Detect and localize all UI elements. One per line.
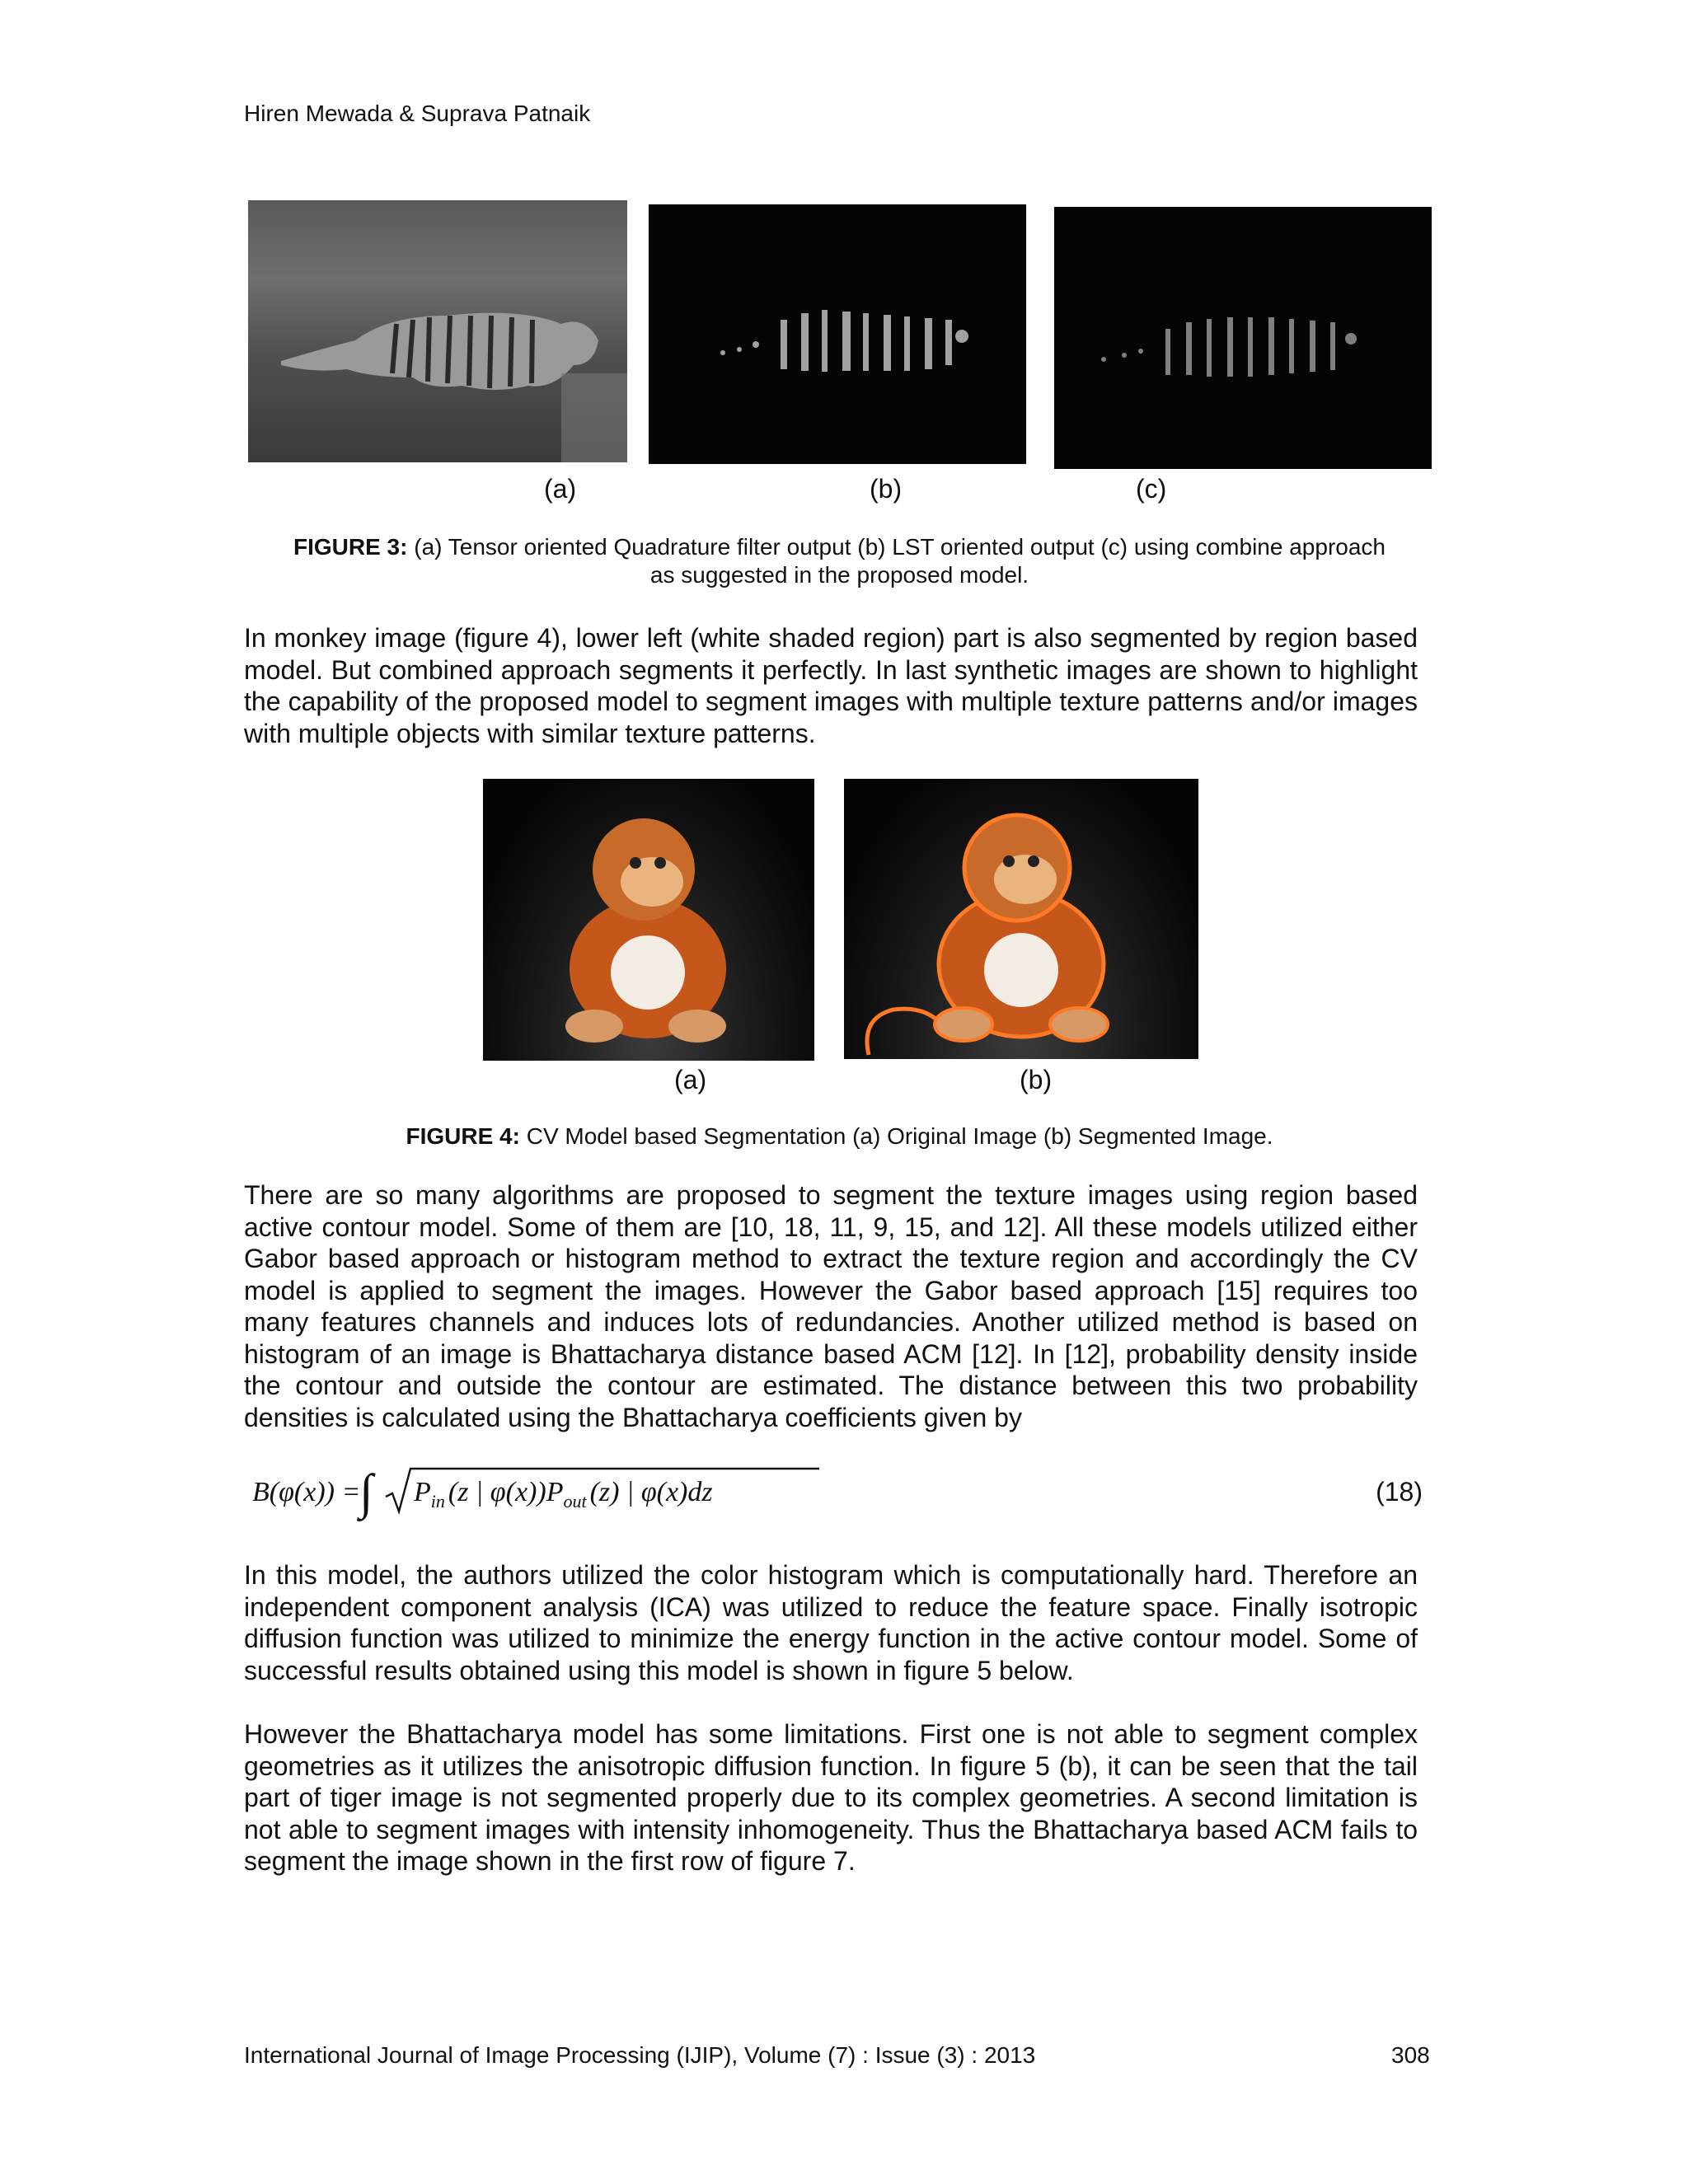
- paragraph-algorithms: [244, 1179, 1418, 1433]
- figure3-image-a: [248, 200, 627, 462]
- figure3-caption-line2: as suggested in the proposed model.: [649, 562, 1029, 588]
- tiger-filter-output-c: [1054, 207, 1432, 469]
- figure4-image-b: [844, 779, 1198, 1059]
- paragraph-monkey-text: In monkey image (figure 4), lower left (white shaded region) part is also segmented by region based model. But combined approach segments it perfectly. In last synthetic images are shown to highlight the capability of the proposed model to segment images with multiple texture patterns and/or images with multiple objects with similar texture patterns.: [244, 623, 1418, 748]
- figure3-caption: [244, 533, 1435, 589]
- paragraph-algorithms-text: There are so many algorithms are proposed to segment the texture images using region based active contour model. Some of them are [10, 18, 11, 9, 15, and 12]. All these models utilized either Gabor based approach or histogram method to extract the texture region and accordingly the CV model is applied to segment the images. However the Gabor based approach [15] requires too many features channels and induces lots of redundancies. Another utilized method is based on histogram of an image is Bhattacharya distance based ACM [12]. In [12], probability density inside the contour and outside the contour are estimated. The distance between this two probability densities is calculated using the Bhattacharya coefficients given by: [244, 1180, 1418, 1432]
- tiger-silhouette-grey: [248, 200, 627, 462]
- footer-journal: International Journal of Image Processing (IJIP), Volume (7) : Issue (3) : 2013: [244, 2042, 1036, 2068]
- paragraph-limitations: [244, 1718, 1418, 1877]
- figure3-image-c: [1054, 207, 1432, 469]
- equation-mid: (z | φ(x)): [448, 1477, 546, 1507]
- footer-page-number: 308: [1391, 2042, 1430, 2068]
- equation-18: [247, 1465, 1434, 1531]
- equation-number: (18): [1376, 1477, 1423, 1507]
- monkey-original: [483, 779, 814, 1061]
- equation-p-out: P: [546, 1477, 564, 1507]
- paragraph-ica-text: In this model, the authors utilized the color histogram which is computationally hard. Therefore an independent component analysis (ICA) was utilized to reduce the feature space. Finally isotropic diffusion function was utilized to minimize the energy function in the active contour model. Some of successful results obtained using this model is shown in figure 5 below.: [244, 1560, 1418, 1685]
- paragraph-monkey: [244, 622, 1418, 749]
- paragraph-limitations-text: However the Bhattacharya model has some limitations. First one is not able to segment complex geometries as it utilizes the anisotropic diffusion function. In figure 5 (b), it can be seen that the tail part of tiger image is not segmented properly due to its complex geometries. A second limitation is not able to segment images with intensity inhomogeneity. Thus the Bhattacharya based ACM fails to segment the image shown in the first row of figure 7.: [244, 1719, 1418, 1876]
- running-header: Hiren Mewada & Suprava Patnaik: [244, 101, 591, 126]
- figure4-caption-label: FIGURE 4:: [406, 1123, 520, 1149]
- figure4-label-a: (a): [674, 1065, 707, 1094]
- figure3-image-b: [649, 204, 1026, 464]
- figure3-label-b: (b): [870, 474, 903, 504]
- equation-integral: ∫: [359, 1465, 373, 1519]
- equation-radicand: [414, 1477, 713, 1512]
- equation-rest: (z) | φ(x)dz: [589, 1477, 713, 1507]
- equation-sub-in: in: [430, 1490, 445, 1511]
- figure3-label-c: (c): [1136, 474, 1167, 504]
- figure4-image-a: [483, 779, 814, 1061]
- monkey-segmented: [844, 779, 1198, 1059]
- figure4-caption: [244, 1123, 1435, 1150]
- equation-sub-out: out: [563, 1490, 587, 1511]
- equation-lhs: B(φ(x)) =: [252, 1477, 361, 1507]
- figure3-caption-text: (a) Tensor oriented Quadrature filter output (b) LST oriented output (c) using combine approach: [407, 534, 1386, 560]
- paragraph-ica: [244, 1559, 1418, 1686]
- figure3-label-a: (a): [544, 474, 577, 504]
- figure4-label-b: (b): [1020, 1065, 1053, 1094]
- figure3-caption-label: FIGURE 3:: [293, 534, 408, 560]
- figure4-caption-text: CV Model based Segmentation (a) Original Image (b) Segmented Image.: [519, 1123, 1273, 1149]
- equation-p-in: P: [414, 1477, 431, 1507]
- tiger-filter-output-b: [649, 204, 1026, 464]
